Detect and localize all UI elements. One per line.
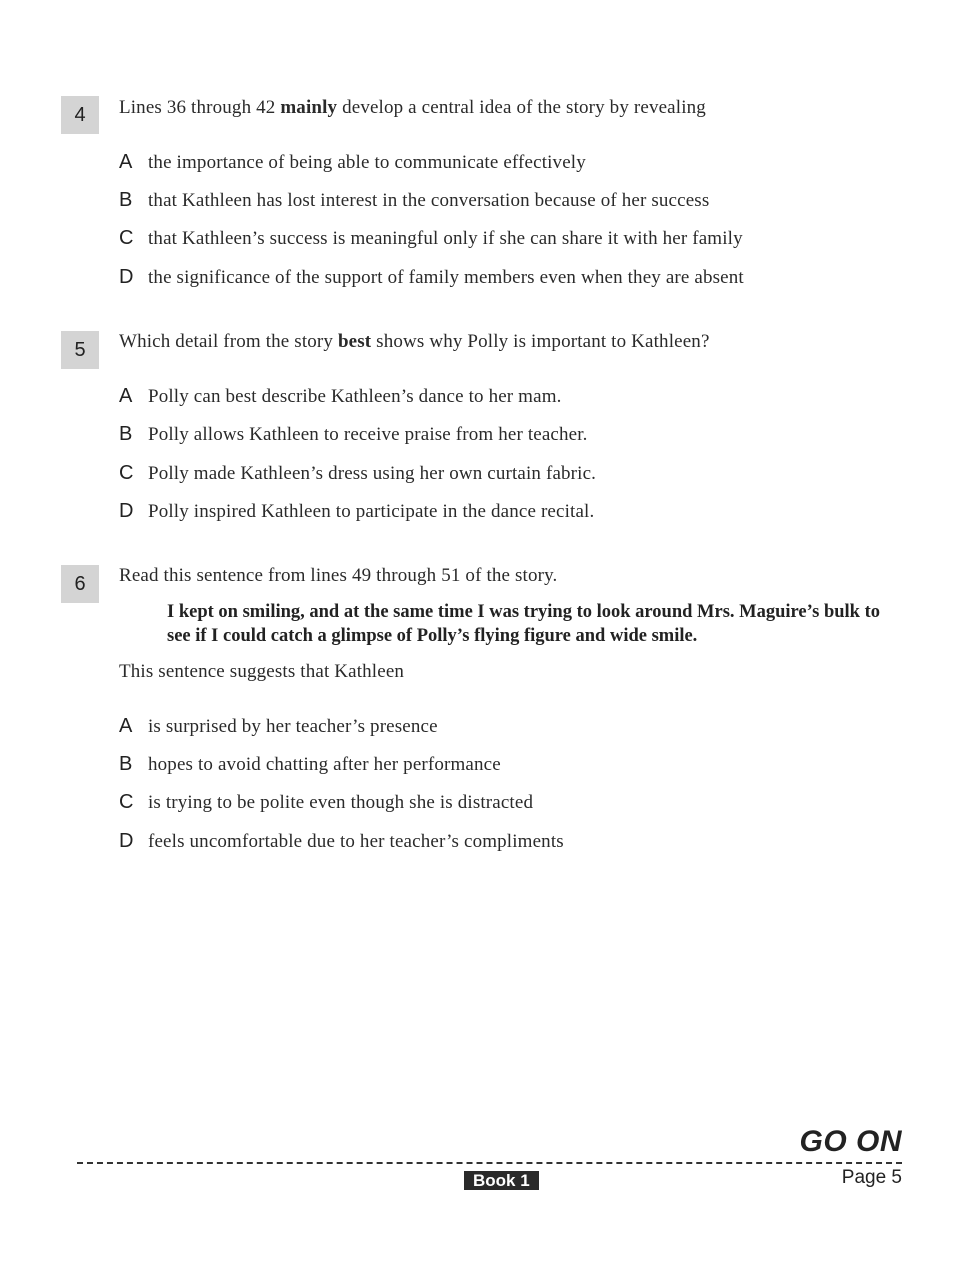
option-text: hopes to avoid chatting after her performance	[148, 754, 501, 775]
answer-option-d[interactable]	[119, 830, 564, 853]
question-stem	[119, 97, 706, 119]
question-number-badge: 4	[61, 96, 99, 134]
question-number-badge: 5	[61, 331, 99, 369]
answer-option-c[interactable]	[119, 227, 743, 250]
answer-option-c[interactable]	[119, 462, 596, 485]
answer-option-b[interactable]	[119, 189, 709, 212]
stem-emphasis: best	[337, 331, 372, 352]
option-letter: A	[119, 715, 133, 737]
question-number-badge: 6	[61, 565, 99, 603]
option-letter: C	[119, 791, 134, 813]
option-text: is trying to be polite even though she is distracted	[148, 792, 534, 813]
answer-option-d[interactable]	[119, 266, 744, 289]
option-text: feels uncomfortable due to her teacher’s compliments	[148, 831, 564, 852]
option-text: that Kathleen has lost interest in the conversation because of her success	[148, 190, 710, 211]
answer-option-d[interactable]	[119, 500, 594, 523]
page-number: Page 5	[841, 1167, 902, 1188]
option-text: is surprised by her teacher’s presence	[148, 716, 438, 737]
answer-option-b[interactable]	[119, 423, 588, 446]
stem-text: Lines 36 through 42	[119, 97, 281, 118]
option-text: the importance of being able to communicate effectively	[148, 152, 586, 173]
option-letter: C	[119, 462, 134, 484]
go-on-label: GO ON	[799, 1125, 902, 1158]
answer-option-a[interactable]	[119, 385, 562, 408]
stem-text: develop a central idea of the story by revealing	[337, 97, 706, 118]
option-letter: A	[119, 385, 133, 407]
stem-text: Which detail from the story	[119, 331, 338, 352]
option-letter: D	[119, 830, 134, 852]
option-text: that Kathleen’s success is meaningful only if she can share it with her family	[148, 228, 743, 249]
option-letter: B	[119, 753, 133, 775]
quoted-sentence: I kept on smiling, and at the same time I was trying to look around Mrs. Maguire’s bulk to see if I could catch a glimpse of Polly’s flying figure and wide smile.	[167, 602, 880, 646]
question-stem: Read this sentence from lines 49 through 51 of the story.	[119, 565, 558, 586]
option-letter: C	[119, 227, 134, 249]
question-stem	[119, 331, 710, 353]
option-text: Polly allows Kathleen to receive praise from her teacher.	[148, 424, 588, 445]
answer-option-a[interactable]	[119, 151, 586, 174]
question-stem-continuation: This sentence suggests that Kathleen	[119, 661, 405, 682]
stem-text: shows why Polly is important to Kathleen?	[371, 331, 710, 352]
option-text: Polly inspired Kathleen to participate in the dance recital.	[148, 501, 595, 522]
option-text: the significance of the support of family members even when they are absent	[148, 267, 744, 288]
option-letter: B	[119, 423, 133, 445]
answer-option-a[interactable]	[119, 715, 438, 738]
book-label: Book 1	[464, 1171, 539, 1190]
option-letter: D	[119, 500, 134, 522]
option-letter: D	[119, 266, 134, 288]
footer-divider	[77, 1162, 902, 1164]
answer-option-b[interactable]	[119, 753, 501, 776]
option-text: Polly can best describe Kathleen’s dance to her mam.	[148, 386, 562, 407]
stem-emphasis: mainly	[280, 97, 338, 118]
option-letter: A	[119, 151, 133, 173]
option-letter: B	[119, 189, 133, 211]
option-text: Polly made Kathleen’s dress using her own curtain fabric.	[148, 463, 597, 484]
answer-option-c[interactable]	[119, 791, 533, 814]
